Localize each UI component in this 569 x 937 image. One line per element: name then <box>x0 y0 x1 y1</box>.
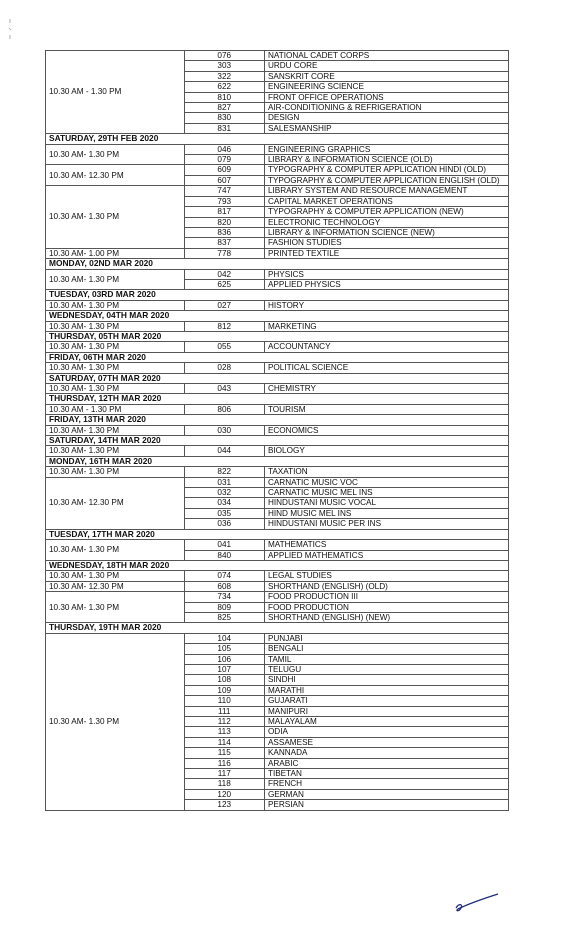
subject-name: MARKETING <box>264 321 508 331</box>
subject-code: 036 <box>184 519 264 529</box>
subject-name: TYPOGRAPHY & COMPUTER APPLICATION (NEW) <box>264 207 508 217</box>
subject-code: 041 <box>184 540 264 550</box>
table-row <box>46 248 509 258</box>
subject-code: 030 <box>184 425 264 435</box>
subject-code: 609 <box>184 165 264 175</box>
subject-code: 822 <box>184 467 264 477</box>
table-row <box>46 51 509 61</box>
subject-code: 035 <box>184 508 264 518</box>
table-row <box>46 540 509 550</box>
subject-code: 810 <box>184 92 264 102</box>
subject-code: 031 <box>184 477 264 487</box>
subject-name: ENGINEERING SCIENCE <box>264 82 508 92</box>
date-header-row <box>46 373 509 383</box>
subject-code: 812 <box>184 321 264 331</box>
subject-name: SANSKRIT CORE <box>264 71 508 81</box>
subject-code: 831 <box>184 123 264 133</box>
table-row <box>46 321 509 331</box>
date-header: THURSDAY, 05TH MAR 2020 <box>46 331 509 341</box>
exam-time: 10.30 AM- 12.30 PM <box>46 477 185 529</box>
subject-code: 778 <box>184 248 264 258</box>
exam-time: 10.30 AM- 1.30 PM <box>46 540 185 561</box>
table-row <box>46 633 509 643</box>
subject-name: MARATHI <box>264 685 508 695</box>
subject-code: 027 <box>184 300 264 310</box>
date-header: MONDAY, 16TH MAR 2020 <box>46 456 509 466</box>
exam-time: 10.30 AM- 1.30 PM <box>46 363 185 373</box>
date-header-row <box>46 290 509 300</box>
subject-code: 076 <box>184 51 264 61</box>
subject-code: 322 <box>184 71 264 81</box>
exam-time: 10.30 AM- 1.30 PM <box>46 300 185 310</box>
subject-code: 837 <box>184 238 264 248</box>
date-header-row <box>46 560 509 570</box>
date-header-row <box>46 394 509 404</box>
subject-name: SINDHI <box>264 675 508 685</box>
exam-time: 10.30 AM- 1.30 PM <box>46 144 185 165</box>
subject-code: 114 <box>184 737 264 747</box>
subject-code: 111 <box>184 706 264 716</box>
subject-name: GUJARATI <box>264 696 508 706</box>
table-row <box>46 165 509 175</box>
margin-scribble <box>8 18 12 40</box>
date-header: FRIDAY, 06TH MAR 2020 <box>46 352 509 362</box>
table-row <box>46 592 509 602</box>
table-row <box>46 144 509 154</box>
subject-name: FRONT OFFICE OPERATIONS <box>264 92 508 102</box>
date-header: THURSDAY, 19TH MAR 2020 <box>46 623 509 633</box>
subject-code: 042 <box>184 269 264 279</box>
subject-code: 118 <box>184 779 264 789</box>
subject-name: APPLIED MATHEMATICS <box>264 550 508 560</box>
subject-code: 303 <box>184 61 264 71</box>
subject-name: ACCOUNTANCY <box>264 342 508 352</box>
table-row <box>46 425 509 435</box>
subject-name: LIBRARY SYSTEM AND RESOURCE MANAGEMENT <box>264 186 508 196</box>
subject-name: FASHION STUDIES <box>264 238 508 248</box>
subject-name: LIBRARY & INFORMATION SCIENCE (OLD) <box>264 155 508 165</box>
subject-code: 820 <box>184 217 264 227</box>
date-header: SATURDAY, 07TH MAR 2020 <box>46 373 509 383</box>
exam-time: 10.30 AM- 1.30 PM <box>46 342 185 352</box>
subject-name: MATHEMATICS <box>264 540 508 550</box>
subject-name: HISTORY <box>264 300 508 310</box>
subject-name: URDU CORE <box>264 61 508 71</box>
subject-name: CAPITAL MARKET OPERATIONS <box>264 196 508 206</box>
subject-name: AIR-CONDITIONING & REFRIGERATION <box>264 103 508 113</box>
subject-code: 108 <box>184 675 264 685</box>
subject-name: FOOD PRODUCTION III <box>264 592 508 602</box>
subject-name: CHEMISTRY <box>264 384 508 394</box>
date-header-row <box>46 623 509 633</box>
table-row <box>46 342 509 352</box>
table-row <box>46 477 509 487</box>
subject-code: 028 <box>184 363 264 373</box>
subject-code: 830 <box>184 113 264 123</box>
subject-name: TAXATION <box>264 467 508 477</box>
subject-name: TAMIL <box>264 654 508 664</box>
date-header: MONDAY, 02ND MAR 2020 <box>46 259 509 269</box>
subject-code: 734 <box>184 592 264 602</box>
subject-name: TIBETAN <box>264 769 508 779</box>
exam-schedule-sheet <box>45 50 509 811</box>
exam-time: 10.30 AM- 1.30 PM <box>46 571 185 581</box>
date-header-row <box>46 436 509 446</box>
subject-code: 079 <box>184 155 264 165</box>
exam-time: 10.30 AM- 12.30 PM <box>46 165 185 186</box>
subject-name: HIND MUSIC MEL INS <box>264 508 508 518</box>
subject-code: 840 <box>184 550 264 560</box>
subject-code: 115 <box>184 748 264 758</box>
subject-code: 622 <box>184 82 264 92</box>
subject-code: 117 <box>184 769 264 779</box>
subject-name: GERMAN <box>264 789 508 799</box>
subject-code: 608 <box>184 581 264 591</box>
table-row <box>46 384 509 394</box>
date-header: FRIDAY, 13TH MAR 2020 <box>46 415 509 425</box>
exam-schedule-table <box>45 50 509 811</box>
date-header-row <box>46 331 509 341</box>
exam-time: 10.30 AM- 12.30 PM <box>46 581 185 591</box>
subject-code: 809 <box>184 602 264 612</box>
exam-time: 10.30 AM- 1.30 PM <box>46 269 185 290</box>
subject-code: 123 <box>184 800 264 810</box>
subject-name: CARNATIC MUSIC VOC <box>264 477 508 487</box>
subject-code: 116 <box>184 758 264 768</box>
subject-name: FOOD PRODUCTION <box>264 602 508 612</box>
subject-name: LEGAL STUDIES <box>264 571 508 581</box>
subject-code: 112 <box>184 717 264 727</box>
subject-name: TYPOGRAPHY & COMPUTER APPLICATION HINDI (OLD) <box>264 165 508 175</box>
date-header-row <box>46 352 509 362</box>
exam-time: 10.30 AM- 1.30 PM <box>46 321 185 331</box>
subject-name: MALAYALAM <box>264 717 508 727</box>
date-header: WEDNESDAY, 04TH MAR 2020 <box>46 311 509 321</box>
exam-time: 10.30 AM- 1.30 PM <box>46 467 185 477</box>
subject-name: MANIPURI <box>264 706 508 716</box>
subject-name: HINDUSTANI MUSIC PER INS <box>264 519 508 529</box>
exam-time: 10.30 AM - 1.30 PM <box>46 404 185 414</box>
subject-name: ELECTRONIC TECHNOLOGY <box>264 217 508 227</box>
date-header-row <box>46 311 509 321</box>
subject-name: ASSAMESE <box>264 737 508 747</box>
date-header-row <box>46 134 509 144</box>
subject-name: TYPOGRAPHY & COMPUTER APPLICATION ENGLISH (OLD) <box>264 175 508 185</box>
subject-code: 747 <box>184 186 264 196</box>
table-row <box>46 581 509 591</box>
signature-mark <box>452 880 502 920</box>
exam-time: 10.30 AM- 1.00 PM <box>46 248 185 258</box>
subject-code: 109 <box>184 685 264 695</box>
subject-code: 074 <box>184 571 264 581</box>
subject-code: 113 <box>184 727 264 737</box>
subject-name: SALESMANSHIP <box>264 123 508 133</box>
subject-code: 044 <box>184 446 264 456</box>
subject-name: ENGINEERING GRAPHICS <box>264 144 508 154</box>
date-header-row <box>46 415 509 425</box>
subject-name: CARNATIC MUSIC MEL INS <box>264 488 508 498</box>
subject-name: PHYSICS <box>264 269 508 279</box>
table-row <box>46 446 509 456</box>
subject-code: 607 <box>184 175 264 185</box>
subject-code: 107 <box>184 664 264 674</box>
schedule-body <box>46 51 509 811</box>
subject-code: 827 <box>184 103 264 113</box>
date-header: TUESDAY, 17TH MAR 2020 <box>46 529 509 539</box>
subject-name: PUNJABI <box>264 633 508 643</box>
date-header: WEDNESDAY, 18TH MAR 2020 <box>46 560 509 570</box>
exam-time: 10.30 AM- 1.30 PM <box>46 592 185 623</box>
subject-code: 793 <box>184 196 264 206</box>
subject-code: 043 <box>184 384 264 394</box>
table-row <box>46 404 509 414</box>
subject-name: BIOLOGY <box>264 446 508 456</box>
subject-name: PRINTED TEXTILE <box>264 248 508 258</box>
subject-name: FRENCH <box>264 779 508 789</box>
subject-code: 836 <box>184 227 264 237</box>
subject-name: APPLIED PHYSICS <box>264 279 508 289</box>
subject-code: 120 <box>184 789 264 799</box>
date-header-row <box>46 529 509 539</box>
subject-code: 104 <box>184 633 264 643</box>
subject-code: 055 <box>184 342 264 352</box>
subject-code: 110 <box>184 696 264 706</box>
subject-name: ARABIC <box>264 758 508 768</box>
table-row <box>46 300 509 310</box>
table-row <box>46 186 509 196</box>
exam-time: 10.30 AM- 1.30 PM <box>46 446 185 456</box>
date-header-row <box>46 259 509 269</box>
subject-code: 046 <box>184 144 264 154</box>
subject-code: 817 <box>184 207 264 217</box>
exam-time: 10.30 AM- 1.30 PM <box>46 633 185 810</box>
subject-code: 032 <box>184 488 264 498</box>
subject-name: SHORTHAND (ENGLISH) (OLD) <box>264 581 508 591</box>
exam-time: 10.30 AM- 1.30 PM <box>46 425 185 435</box>
exam-time: 10.30 AM- 1.30 PM <box>46 384 185 394</box>
subject-name: KANNADA <box>264 748 508 758</box>
subject-name: PERSIAN <box>264 800 508 810</box>
subject-name: BENGALI <box>264 644 508 654</box>
subject-name: SHORTHAND (ENGLISH) (NEW) <box>264 612 508 622</box>
subject-code: 825 <box>184 612 264 622</box>
subject-name: ECONOMICS <box>264 425 508 435</box>
subject-name: POLITICAL SCIENCE <box>264 363 508 373</box>
exam-time: 10.30 AM- 1.30 PM <box>46 186 185 248</box>
subject-name: ODIA <box>264 727 508 737</box>
table-row <box>46 363 509 373</box>
date-header: SATURDAY, 14TH MAR 2020 <box>46 436 509 446</box>
subject-code: 034 <box>184 498 264 508</box>
date-header: THURSDAY, 12TH MAR 2020 <box>46 394 509 404</box>
date-header-row <box>46 456 509 466</box>
subject-code: 105 <box>184 644 264 654</box>
exam-time: 10.30 AM - 1.30 PM <box>46 51 185 134</box>
subject-name: NATIONAL CADET CORPS <box>264 51 508 61</box>
date-header: TUESDAY, 03RD MAR 2020 <box>46 290 509 300</box>
subject-name: LIBRARY & INFORMATION SCIENCE (NEW) <box>264 227 508 237</box>
subject-code: 806 <box>184 404 264 414</box>
table-row <box>46 571 509 581</box>
subject-code: 625 <box>184 279 264 289</box>
subject-name: TOURISM <box>264 404 508 414</box>
subject-name: DESIGN <box>264 113 508 123</box>
table-row <box>46 269 509 279</box>
table-row <box>46 467 509 477</box>
subject-code: 106 <box>184 654 264 664</box>
subject-name: HINDUSTANI MUSIC VOCAL <box>264 498 508 508</box>
date-header: SATURDAY, 29TH FEB 2020 <box>46 134 509 144</box>
subject-name: TELUGU <box>264 664 508 674</box>
